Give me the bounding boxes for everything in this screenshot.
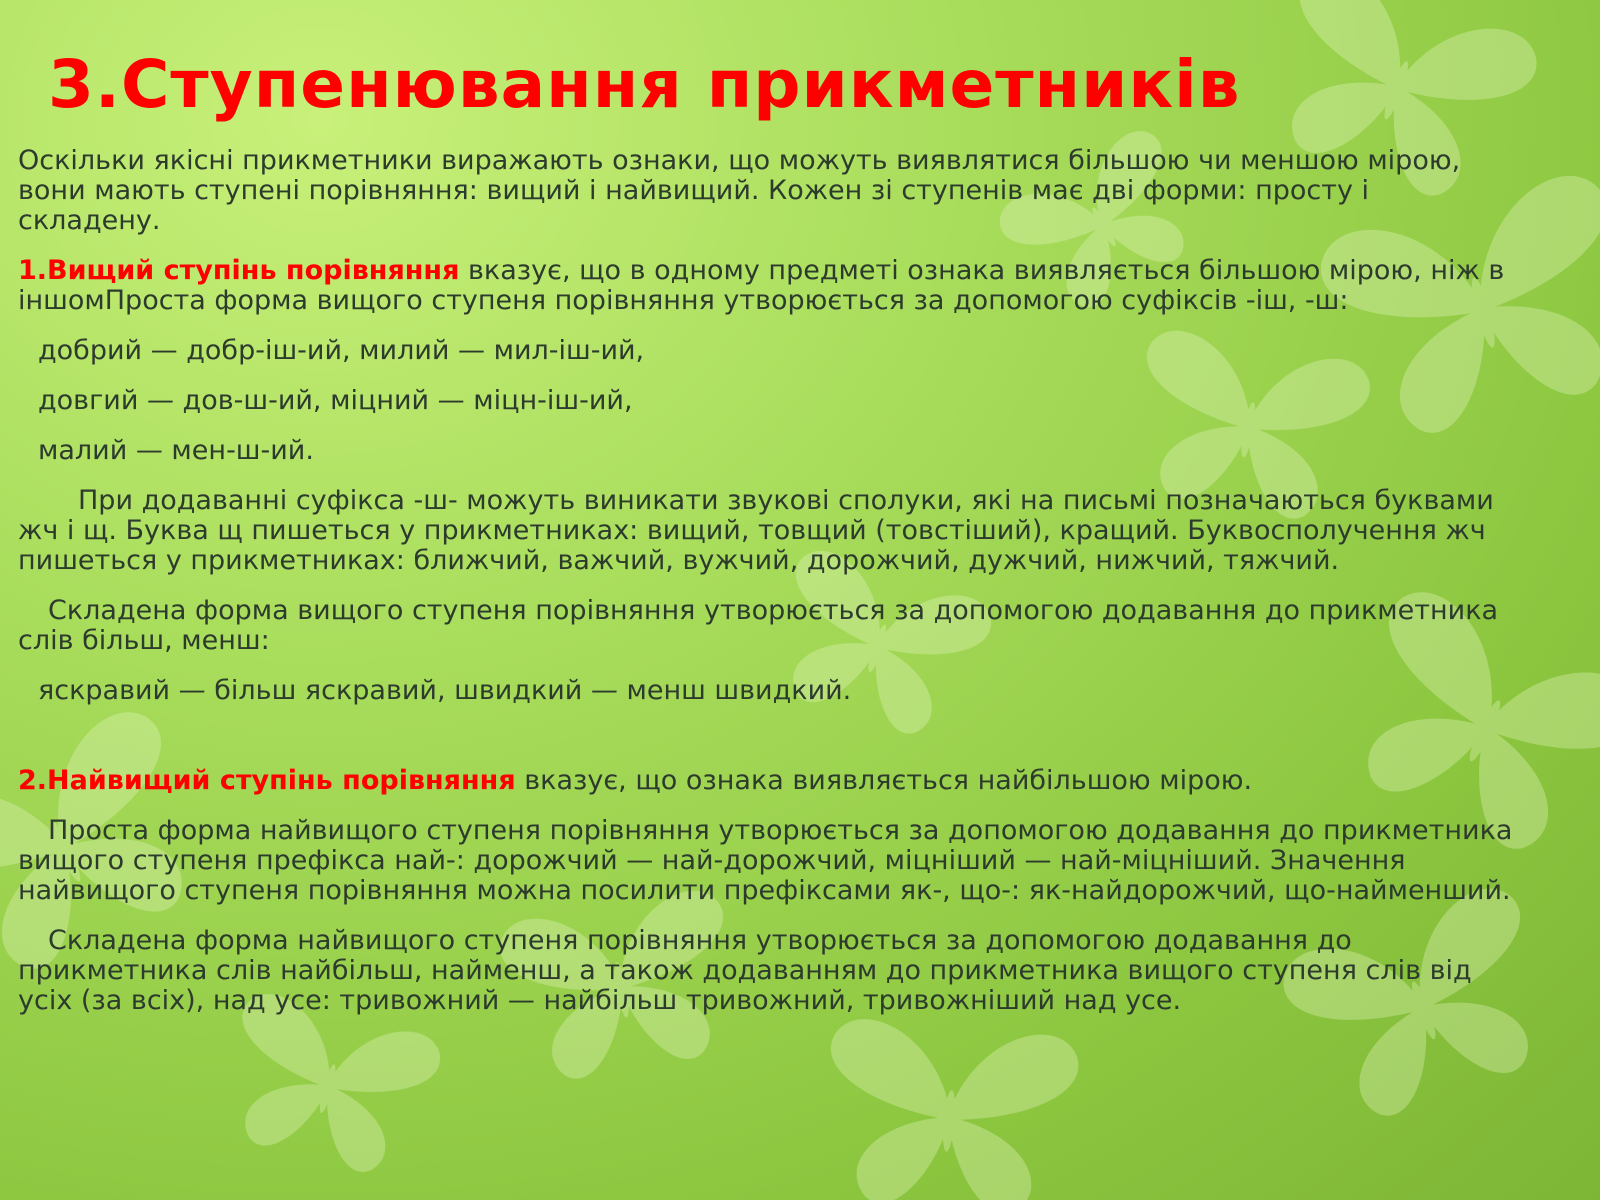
example-line: малий — мен-ш-ий.: [38, 435, 314, 466]
compound1-example: яскравий — більш яскравий, швидкий — менш швидкий.: [38, 675, 852, 706]
compound2-paragraph: Складена форма найвищого ступеня порівняння утворюється за допомогою додавання до прикметника слів найбільш, найменш, а також додаванням до прикметника вищого ступеня слів від усіх (за всіх), над усе: тривожний — найбільш тривожний, тривожніший над усе.: [18, 925, 1472, 1016]
example-line: добрий — добр-іш-ий, милий — мил-іш-ий,: [38, 335, 645, 366]
spacer: [18, 726, 1518, 766]
section2-heading: 2.Найвищий ступінь порівняння: [18, 765, 516, 796]
compound1-paragraph: Складена форма вищого ступеня порівняння утворюється за допомогою додавання до прикметника слів більш, менш:: [18, 595, 1499, 656]
section2-paragraph: [18, 766, 1518, 796]
section1-paragraph: [18, 256, 1518, 316]
example-line: довгий — дов-ш-ий, міцний — міцн-іш-ий,: [38, 385, 633, 416]
slide-body: [18, 146, 1518, 1036]
section1-heading: 1.Вищий ступінь порівняння: [18, 255, 460, 286]
note-paragraph: При додаванні суфікса -ш- можуть виникати звукові сполуки, які на письмі позначаються буквами жч і щ. Буква щ пишеться у прикметниках: вищий, товщий (товстіший), кращий. Буквосполучення жч пишеться у прикметниках: ближчий, важчий, вужчий, дорожчий, дужчий, нижчий, тяжчий.: [18, 485, 1494, 576]
intro-paragraph: Оскільки якісні прикметники виражають ознаки, що можуть виявлятися більшою чи меншою мірою, вони мають ступені порівняння: вищий і найвищий. Кожен зі ступенів має дві форми: просту і складену.: [18, 145, 1461, 236]
section2-text: вказує, що ознака виявляється найбільшою мірою.: [515, 765, 1253, 796]
section1-text: вказує, що в одному предметі ознака виявляється більшою мірою, ніж в іншомПроста форма вищого ступеня порівняння утворюється за допомогою суфіксів -іш, -ш:: [18, 255, 1505, 316]
slide-title: 3.Ступенювання прикметників: [48, 46, 1241, 123]
simple2-paragraph: Проста форма найвищого ступеня порівняння утворюється за допомогою додавання до прикметника вищого ступеня префікса най-: дорожчий — най-дорожчий, міцніший — най-міцніший. Значення найвищого ступеня порівняння можна посилити префіксами як-, що-: як-найдорожчий, що-найменший.: [18, 815, 1513, 906]
